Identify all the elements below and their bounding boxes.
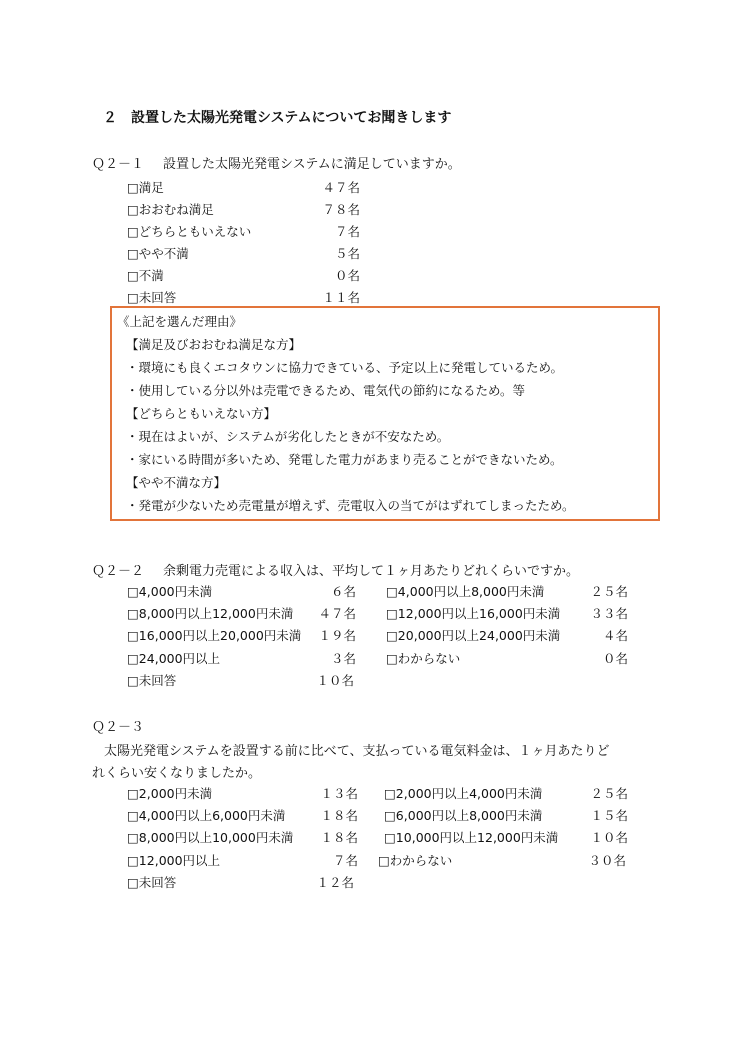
q2-3-left-count: １３名 xyxy=(320,786,358,801)
q2-2-right-count: ３３名 xyxy=(590,606,628,621)
q2-1-option-label: □おおむね満足 xyxy=(127,202,214,217)
q2-2-left-count: ６名 xyxy=(330,584,356,599)
q2-3-left-count: １８名 xyxy=(320,808,358,823)
reason-line: ・環境にも良くエコタウンに協力できている、予定以上に発電しているため。 xyxy=(126,360,564,375)
q2-2-left-count: １０名 xyxy=(316,673,354,688)
q2-1-option-count: ７名 xyxy=(334,224,360,239)
q2-2-right-label: □4,000円以上8,000円未満 xyxy=(386,584,545,599)
reason-line: 【満足及びおおむね満足な方】 xyxy=(126,337,302,352)
q2-3-question-line1: 太陽光発電システムを設置する前に比べて、支払っている電気料金は、１ヶ月あたりど xyxy=(104,744,610,759)
q2-2-label: Ｑ２－２ xyxy=(92,564,145,579)
q2-2-left-label: □16,000円以上20,000円未満 xyxy=(127,628,302,643)
q2-3-right-label: □6,000円以上8,000円未満 xyxy=(384,808,543,823)
q2-3-left-count: ７名 xyxy=(332,853,358,868)
q2-1-option-count: １１名 xyxy=(322,290,360,305)
q2-2-left-count: ４７名 xyxy=(318,606,356,621)
q2-2-right-count: ０名 xyxy=(602,651,628,666)
q2-1-option-label: □やや不満 xyxy=(127,246,189,261)
q2-3-right-count: ２５名 xyxy=(590,786,628,801)
section-title: ２ 設置した太陽光発電システムについてお聞きします xyxy=(103,110,452,126)
q2-2-right-label: □わからない xyxy=(386,651,461,666)
q2-2-left-count: １９名 xyxy=(318,628,356,643)
reason-line: ・使用している分以外は売電できるため、電気代の節約になるため。等 xyxy=(126,383,526,398)
reason-line: ・家にいる時間が多いため、発電した電力があまり売ることができないため。 xyxy=(126,452,563,467)
q2-1-option-label: □どちらともいえない xyxy=(127,224,252,239)
q2-3-left-label: □未回答 xyxy=(127,875,177,890)
q2-2-left-label: □未回答 xyxy=(127,673,177,688)
q2-3-right-label: □2,000円以上4,000円未満 xyxy=(384,786,543,801)
q2-3-right-count: ３０名 xyxy=(588,853,626,868)
q2-1-option-label: □不満 xyxy=(127,268,164,283)
reason-line: 【やや不満な方】 xyxy=(126,475,227,490)
q2-3-left-label: □4,000円以上6,000円未満 xyxy=(127,808,286,823)
q2-2-left-count: ３名 xyxy=(330,651,356,666)
reason-line: ・現在はよいが、システムが劣化したときが不安なため。 xyxy=(126,429,450,444)
q2-1-option-count: ０名 xyxy=(334,268,360,283)
reason-line: 【どちらともいえない方】 xyxy=(126,406,277,421)
q2-2-right-label: □12,000円以上16,000円未満 xyxy=(386,606,561,621)
q2-2-right-count: ４名 xyxy=(602,628,628,643)
q2-3-label: Ｑ２－３ xyxy=(92,720,145,735)
q2-2-left-label: □8,000円以上12,000円未満 xyxy=(127,606,294,621)
q2-1-option-count: ７８名 xyxy=(322,202,360,217)
q2-2-question: 余剰電力売電による収入は、平均して１ヶ月あたりどれくらいですか。 xyxy=(163,564,580,579)
q2-2-left-label: □24,000円以上 xyxy=(127,651,221,666)
q2-1-option-count: ５名 xyxy=(334,246,360,261)
q2-2-right-count: ２５名 xyxy=(590,584,628,599)
q2-1-label: Ｑ２－１ xyxy=(92,157,145,172)
q2-1-option-label: □満足 xyxy=(127,180,164,195)
q2-3-left-count: １８名 xyxy=(320,830,358,845)
q2-3-right-count: １５名 xyxy=(590,808,628,823)
q2-1-option-count: ４７名 xyxy=(322,180,360,195)
q2-3-right-count: １０名 xyxy=(590,830,628,845)
q2-2-right-label: □20,000円以上24,000円未満 xyxy=(386,628,561,643)
reason-line: ・発電が少ないため売電量が増えず、売電収入の当てがはずれてしまったため。 xyxy=(126,498,575,513)
q2-3-right-label: □わからない xyxy=(378,853,453,868)
q2-3-left-label: □8,000円以上10,000円未満 xyxy=(127,830,294,845)
q2-3-left-label: □2,000円未満 xyxy=(127,786,213,801)
q2-2-left-label: □4,000円未満 xyxy=(127,584,213,599)
q2-3-right-label: □10,000円以上12,000円未満 xyxy=(384,830,559,845)
q2-1-option-label: □未回答 xyxy=(127,290,177,305)
q2-3-left-label: □12,000円以上 xyxy=(127,853,221,868)
q2-3-question-line2: れくらい安くなりましたか。 xyxy=(92,766,262,781)
reasons-header: 《上記を選んだ理由》 xyxy=(117,314,243,329)
q2-1-question: 設置した太陽光発電システムに満足していますか。 xyxy=(163,157,461,172)
q2-3-left-count: １２名 xyxy=(316,875,354,890)
